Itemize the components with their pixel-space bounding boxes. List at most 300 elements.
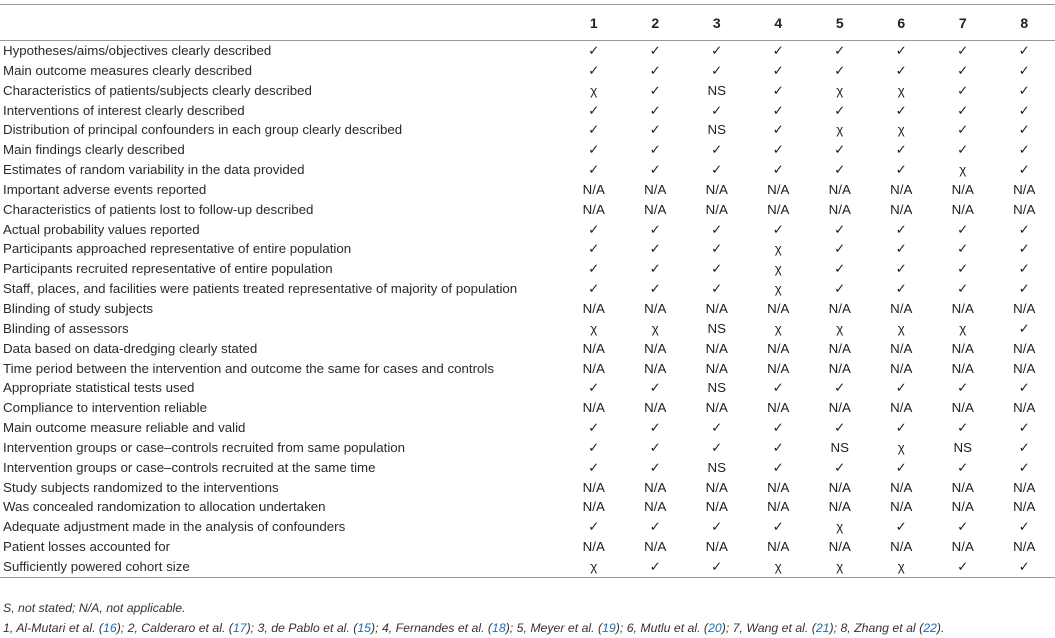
table-row	[0, 140, 1055, 160]
table-cell: ✓	[625, 378, 687, 398]
table-cell: ✓	[748, 517, 810, 537]
table-cell: N/A	[809, 537, 871, 557]
table-cell: χ	[748, 239, 810, 259]
table-row	[0, 259, 1055, 279]
table-cell: χ	[748, 319, 810, 339]
table-cell: NS	[686, 458, 748, 478]
table-cell: ✓	[871, 378, 933, 398]
table-cell: N/A	[563, 497, 625, 517]
table-cell: N/A	[994, 398, 1055, 418]
table-cell: ✓	[809, 259, 871, 279]
table-cell: ✓	[625, 160, 687, 180]
study-key-note	[3, 618, 944, 638]
abbreviation-note: S, not stated; N/A, not applicable.	[3, 598, 944, 618]
table-cell: ✓	[686, 61, 748, 81]
table-cell: N/A	[563, 200, 625, 220]
quality-assessment-table	[0, 4, 1055, 578]
table-cell: ✓	[625, 259, 687, 279]
table-cell: ✓	[932, 220, 994, 240]
table-cell: N/A	[871, 180, 933, 200]
table-cell: N/A	[809, 359, 871, 379]
table-cell: N/A	[625, 398, 687, 418]
table-cell: ✓	[871, 160, 933, 180]
table-cell: ✓	[625, 101, 687, 121]
table-cell: ✓	[625, 517, 687, 537]
table-cell: ✓	[748, 120, 810, 140]
table-cell: ✓	[994, 220, 1055, 240]
table-cell: χ	[871, 438, 933, 458]
row-label: Blinding of assessors	[0, 319, 563, 339]
study-key-text: 5, Meyer et al. (	[517, 621, 602, 635]
table-cell: N/A	[994, 339, 1055, 359]
table-cell: ✓	[563, 418, 625, 438]
table-row	[0, 359, 1055, 379]
row-label: Intervention groups or case–controls recruited from same population	[0, 438, 563, 458]
study-key-text: );	[117, 621, 128, 635]
table-cell: ✓	[563, 517, 625, 537]
study-key-text: );	[247, 621, 258, 635]
table-cell: ✓	[563, 101, 625, 121]
table-cell: ✓	[563, 220, 625, 240]
table-cell: ✓	[748, 378, 810, 398]
table-row	[0, 41, 1055, 61]
row-label: Participants recruited representative of entire population	[0, 259, 563, 279]
table-cell: N/A	[563, 398, 625, 418]
table-cell: N/A	[994, 299, 1055, 319]
column-header-2: 2	[625, 5, 687, 41]
table-cell: ✓	[563, 61, 625, 81]
table-row	[0, 299, 1055, 319]
table-cell: ✓	[994, 61, 1055, 81]
table-cell: ✓	[932, 279, 994, 299]
table-cell: N/A	[748, 497, 810, 517]
table-cell: N/A	[748, 398, 810, 418]
table-cell: ✓	[563, 41, 625, 61]
table-cell: ✓	[686, 101, 748, 121]
study-key-text: );	[722, 621, 733, 635]
study-key-text: );	[616, 621, 627, 635]
study-key-text: 2, Calderaro et al. (	[128, 621, 233, 635]
table-cell: ✓	[686, 557, 748, 577]
reference-link[interactable]: 21	[816, 621, 830, 635]
table-cell: ✓	[686, 259, 748, 279]
study-key-text: 8, Zhang et al (	[840, 621, 923, 635]
table-cell: ✓	[994, 81, 1055, 101]
reference-link[interactable]: 16	[103, 621, 117, 635]
table-cell: ✓	[625, 279, 687, 299]
table-row	[0, 557, 1055, 577]
table-cell: ✓	[932, 418, 994, 438]
table-cell: N/A	[932, 299, 994, 319]
table-cell: χ	[748, 557, 810, 577]
table-cell: ✓	[809, 458, 871, 478]
table-row	[0, 239, 1055, 259]
table-cell: χ	[563, 319, 625, 339]
table-cell: NS	[932, 438, 994, 458]
table-cell: χ	[871, 81, 933, 101]
table-cell: ✓	[686, 418, 748, 438]
column-header-7: 7	[932, 5, 994, 41]
table-cell: N/A	[748, 339, 810, 359]
table-cell: ✓	[563, 160, 625, 180]
table-cell: ✓	[809, 101, 871, 121]
table-cell: N/A	[932, 537, 994, 557]
table-cell: ✓	[871, 279, 933, 299]
table-cell: N/A	[686, 398, 748, 418]
table-cell: N/A	[871, 359, 933, 379]
table-cell: ✓	[994, 319, 1055, 339]
table-cell: ✓	[809, 41, 871, 61]
table-cell: N/A	[809, 497, 871, 517]
table-cell: N/A	[871, 478, 933, 498]
table-footnotes	[3, 598, 944, 638]
study-key-text: );	[506, 621, 517, 635]
table-cell: ✓	[994, 41, 1055, 61]
table-cell: ✓	[994, 140, 1055, 160]
table-cell: χ	[871, 557, 933, 577]
table-cell: ✓	[994, 120, 1055, 140]
reference-link[interactable]: 22	[923, 621, 937, 635]
study-key-text: );	[830, 621, 841, 635]
table-cell: ✓	[932, 239, 994, 259]
column-header-4: 4	[748, 5, 810, 41]
table-cell: N/A	[686, 200, 748, 220]
table-cell: ✓	[686, 279, 748, 299]
table-cell: ✓	[932, 81, 994, 101]
table-cell: ✓	[994, 279, 1055, 299]
row-label: Staff, places, and facilities were patients treated representative of majority of population	[0, 279, 563, 299]
table-cell: N/A	[686, 299, 748, 319]
table-row	[0, 319, 1055, 339]
row-label: Distribution of principal confounders in each group clearly described	[0, 120, 563, 140]
table-cell: NS	[686, 378, 748, 398]
table-cell: N/A	[563, 478, 625, 498]
reference-link[interactable]: 18	[492, 621, 506, 635]
table-cell: ✓	[994, 458, 1055, 478]
row-label: Was concealed randomization to allocation undertaken	[0, 497, 563, 517]
table-cell: N/A	[809, 478, 871, 498]
table-cell: ✓	[686, 220, 748, 240]
table-cell: N/A	[994, 200, 1055, 220]
table-cell: N/A	[871, 299, 933, 319]
study-key-text: 7, Wang et al. (	[733, 621, 816, 635]
table-cell: N/A	[871, 497, 933, 517]
table-cell: N/A	[686, 497, 748, 517]
table-cell: χ	[748, 259, 810, 279]
table-cell: ✓	[994, 101, 1055, 121]
table-row	[0, 517, 1055, 537]
table-cell: N/A	[625, 339, 687, 359]
table-cell: χ	[871, 319, 933, 339]
table-row	[0, 279, 1055, 299]
table-cell: ✓	[748, 418, 810, 438]
table-row	[0, 378, 1055, 398]
table-cell: ✓	[686, 41, 748, 61]
table-cell: ✓	[871, 220, 933, 240]
table-header	[0, 5, 1055, 41]
table-cell: N/A	[625, 537, 687, 557]
table-cell: ✓	[625, 41, 687, 61]
row-label: Important adverse events reported	[0, 180, 563, 200]
table-row	[0, 339, 1055, 359]
row-label: Main findings clearly described	[0, 140, 563, 160]
table-cell: N/A	[625, 359, 687, 379]
table-cell: N/A	[686, 359, 748, 379]
row-label: Actual probability values reported	[0, 220, 563, 240]
header-row	[0, 5, 1055, 41]
table-cell: NS	[686, 319, 748, 339]
table-row	[0, 478, 1055, 498]
table-cell: ✓	[871, 239, 933, 259]
table-body	[0, 41, 1055, 578]
table-cell: N/A	[809, 200, 871, 220]
table-cell: N/A	[871, 537, 933, 557]
table-cell: ✓	[748, 220, 810, 240]
table-cell: N/A	[625, 200, 687, 220]
row-label: Study subjects randomized to the interventions	[0, 478, 563, 498]
table-cell: N/A	[932, 339, 994, 359]
table-cell: χ	[809, 81, 871, 101]
row-label: Participants approached representative of entire population	[0, 239, 563, 259]
table-cell: ✓	[809, 220, 871, 240]
table-cell: N/A	[625, 497, 687, 517]
table-cell: NS	[686, 120, 748, 140]
table-cell: ✓	[871, 418, 933, 438]
table-cell: N/A	[625, 299, 687, 319]
table-cell: χ	[563, 557, 625, 577]
table-cell: N/A	[809, 180, 871, 200]
table-cell: N/A	[686, 180, 748, 200]
table-cell: χ	[809, 319, 871, 339]
table-cell: ✓	[932, 517, 994, 537]
table-cell: ✓	[686, 239, 748, 259]
reference-link[interactable]: 19	[602, 621, 616, 635]
table-cell: ✓	[932, 557, 994, 577]
table-cell: ✓	[625, 418, 687, 438]
reference-link[interactable]: 20	[708, 621, 722, 635]
table-cell: ✓	[563, 378, 625, 398]
table-cell: N/A	[871, 200, 933, 220]
table-cell: χ	[563, 81, 625, 101]
table-cell: ✓	[748, 41, 810, 61]
study-key-text: 1, Al-Mutari et al. (	[3, 621, 103, 635]
table-cell: ✓	[809, 378, 871, 398]
table-cell: N/A	[932, 359, 994, 379]
table-row	[0, 101, 1055, 121]
table-cell: ✓	[932, 101, 994, 121]
table-cell: χ	[809, 557, 871, 577]
table-cell: N/A	[809, 299, 871, 319]
row-label: Sufficiently powered cohort size	[0, 557, 563, 577]
table-cell: ✓	[994, 259, 1055, 279]
table-cell: N/A	[994, 497, 1055, 517]
row-label: Data based on data-dredging clearly stated	[0, 339, 563, 359]
table-cell: ✓	[994, 378, 1055, 398]
column-header-5: 5	[809, 5, 871, 41]
table-cell: N/A	[932, 478, 994, 498]
column-header-6: 6	[871, 5, 933, 41]
table-cell: NS	[686, 81, 748, 101]
table-cell: ✓	[686, 438, 748, 458]
table-row	[0, 398, 1055, 418]
table-cell: ✓	[625, 140, 687, 160]
table-row	[0, 418, 1055, 438]
table-row	[0, 200, 1055, 220]
table-cell: ✓	[871, 41, 933, 61]
table-cell: N/A	[932, 497, 994, 517]
table-cell: ✓	[625, 61, 687, 81]
table-cell: N/A	[932, 180, 994, 200]
table-cell: ✓	[748, 458, 810, 478]
row-label: Main outcome measure reliable and valid	[0, 418, 563, 438]
table-cell: ✓	[932, 140, 994, 160]
table-cell: ✓	[871, 458, 933, 478]
table-row	[0, 537, 1055, 557]
table-cell: ✓	[563, 140, 625, 160]
study-key-text: ).	[937, 621, 945, 635]
table-cell: ✓	[625, 557, 687, 577]
table-cell: N/A	[932, 200, 994, 220]
table-cell: χ	[809, 517, 871, 537]
table-cell: ✓	[563, 259, 625, 279]
table-cell: ✓	[563, 239, 625, 259]
table-row	[0, 458, 1055, 478]
column-header-3: 3	[686, 5, 748, 41]
table-cell: ✓	[625, 81, 687, 101]
table-cell: ✓	[563, 279, 625, 299]
study-key-text: );	[371, 621, 382, 635]
table-row	[0, 438, 1055, 458]
study-key-text: 3, de Pablo et al. (	[258, 621, 358, 635]
table-cell: N/A	[625, 180, 687, 200]
row-label: Hypotheses/aims/objectives clearly described	[0, 41, 563, 61]
table-row	[0, 497, 1055, 517]
reference-link[interactable]: 17	[233, 621, 247, 635]
table-cell: χ	[932, 319, 994, 339]
table-cell: ✓	[871, 259, 933, 279]
table-cell: N/A	[686, 478, 748, 498]
table-cell: ✓	[625, 438, 687, 458]
table-cell: N/A	[748, 478, 810, 498]
table-cell: N/A	[563, 537, 625, 557]
table-cell: ✓	[748, 81, 810, 101]
table-row	[0, 61, 1055, 81]
row-label: Characteristics of patients lost to follow-up described	[0, 200, 563, 220]
table-cell: N/A	[871, 398, 933, 418]
table-cell: ✓	[625, 220, 687, 240]
row-label: Estimates of random variability in the data provided	[0, 160, 563, 180]
table-cell: ✓	[563, 438, 625, 458]
table-cell: N/A	[563, 299, 625, 319]
table-cell: ✓	[871, 140, 933, 160]
table-cell: ✓	[625, 239, 687, 259]
table-cell: N/A	[748, 359, 810, 379]
study-key-text: 6, Mutlu et al. (	[627, 621, 708, 635]
reference-link[interactable]: 15	[357, 621, 371, 635]
table-cell: ✓	[994, 160, 1055, 180]
table-cell: N/A	[748, 299, 810, 319]
table-cell: ✓	[748, 140, 810, 160]
table-row	[0, 81, 1055, 101]
table-cell: χ	[809, 120, 871, 140]
table-cell: ✓	[809, 418, 871, 438]
row-label: Adequate adjustment made in the analysis of confounders	[0, 517, 563, 537]
table-cell: N/A	[809, 398, 871, 418]
table-cell: χ	[625, 319, 687, 339]
table-cell: N/A	[932, 398, 994, 418]
table-cell: ✓	[809, 140, 871, 160]
row-label: Appropriate statistical tests used	[0, 378, 563, 398]
table-cell: ✓	[748, 160, 810, 180]
table-cell: ✓	[625, 458, 687, 478]
table-cell: ✓	[994, 517, 1055, 537]
table-cell: ✓	[809, 160, 871, 180]
row-label: Intervention groups or case–controls recruited at the same time	[0, 458, 563, 478]
table-cell: N/A	[563, 180, 625, 200]
table-cell: ✓	[932, 259, 994, 279]
table-cell: ✓	[686, 517, 748, 537]
table-cell: ✓	[871, 101, 933, 121]
table-cell: ✓	[748, 101, 810, 121]
column-header-8: 8	[994, 5, 1055, 41]
row-label: Characteristics of patients/subjects clearly described	[0, 81, 563, 101]
table-cell: χ	[748, 279, 810, 299]
table-cell: N/A	[994, 537, 1055, 557]
table-cell: ✓	[748, 61, 810, 81]
table-cell: N/A	[994, 359, 1055, 379]
table-cell: ✓	[932, 120, 994, 140]
table-cell: N/A	[994, 180, 1055, 200]
row-label: Blinding of study subjects	[0, 299, 563, 319]
table-row	[0, 220, 1055, 240]
table-cell: ✓	[932, 61, 994, 81]
table-cell: N/A	[748, 537, 810, 557]
table-cell: ✓	[932, 458, 994, 478]
row-label: Interventions of interest clearly described	[0, 101, 563, 121]
corner-header	[0, 5, 563, 41]
table-cell: ✓	[994, 418, 1055, 438]
table-cell: ✓	[809, 279, 871, 299]
table-cell: ✓	[932, 41, 994, 61]
table-cell: ✓	[686, 140, 748, 160]
table-cell: ✓	[871, 61, 933, 81]
table-cell: ✓	[809, 239, 871, 259]
table-cell: ✓	[994, 239, 1055, 259]
table-cell: N/A	[686, 537, 748, 557]
row-label: Compliance to intervention reliable	[0, 398, 563, 418]
table-row	[0, 160, 1055, 180]
table-cell: ✓	[563, 458, 625, 478]
table-cell: ✓	[932, 378, 994, 398]
table-cell: ✓	[686, 160, 748, 180]
table-cell: χ	[932, 160, 994, 180]
table-cell: N/A	[871, 339, 933, 359]
table-cell: N/A	[994, 478, 1055, 498]
table-cell: N/A	[748, 200, 810, 220]
table-cell: N/A	[809, 339, 871, 359]
table-cell: ✓	[994, 438, 1055, 458]
row-label: Patient losses accounted for	[0, 537, 563, 557]
table-cell: ✓	[994, 557, 1055, 577]
table-cell: ✓	[748, 438, 810, 458]
table-cell: ✓	[563, 120, 625, 140]
table-cell: NS	[809, 438, 871, 458]
table-cell: N/A	[625, 478, 687, 498]
row-label: Time period between the intervention and outcome the same for cases and controls	[0, 359, 563, 379]
table-cell: χ	[871, 120, 933, 140]
table-row	[0, 120, 1055, 140]
table-cell: ✓	[871, 517, 933, 537]
